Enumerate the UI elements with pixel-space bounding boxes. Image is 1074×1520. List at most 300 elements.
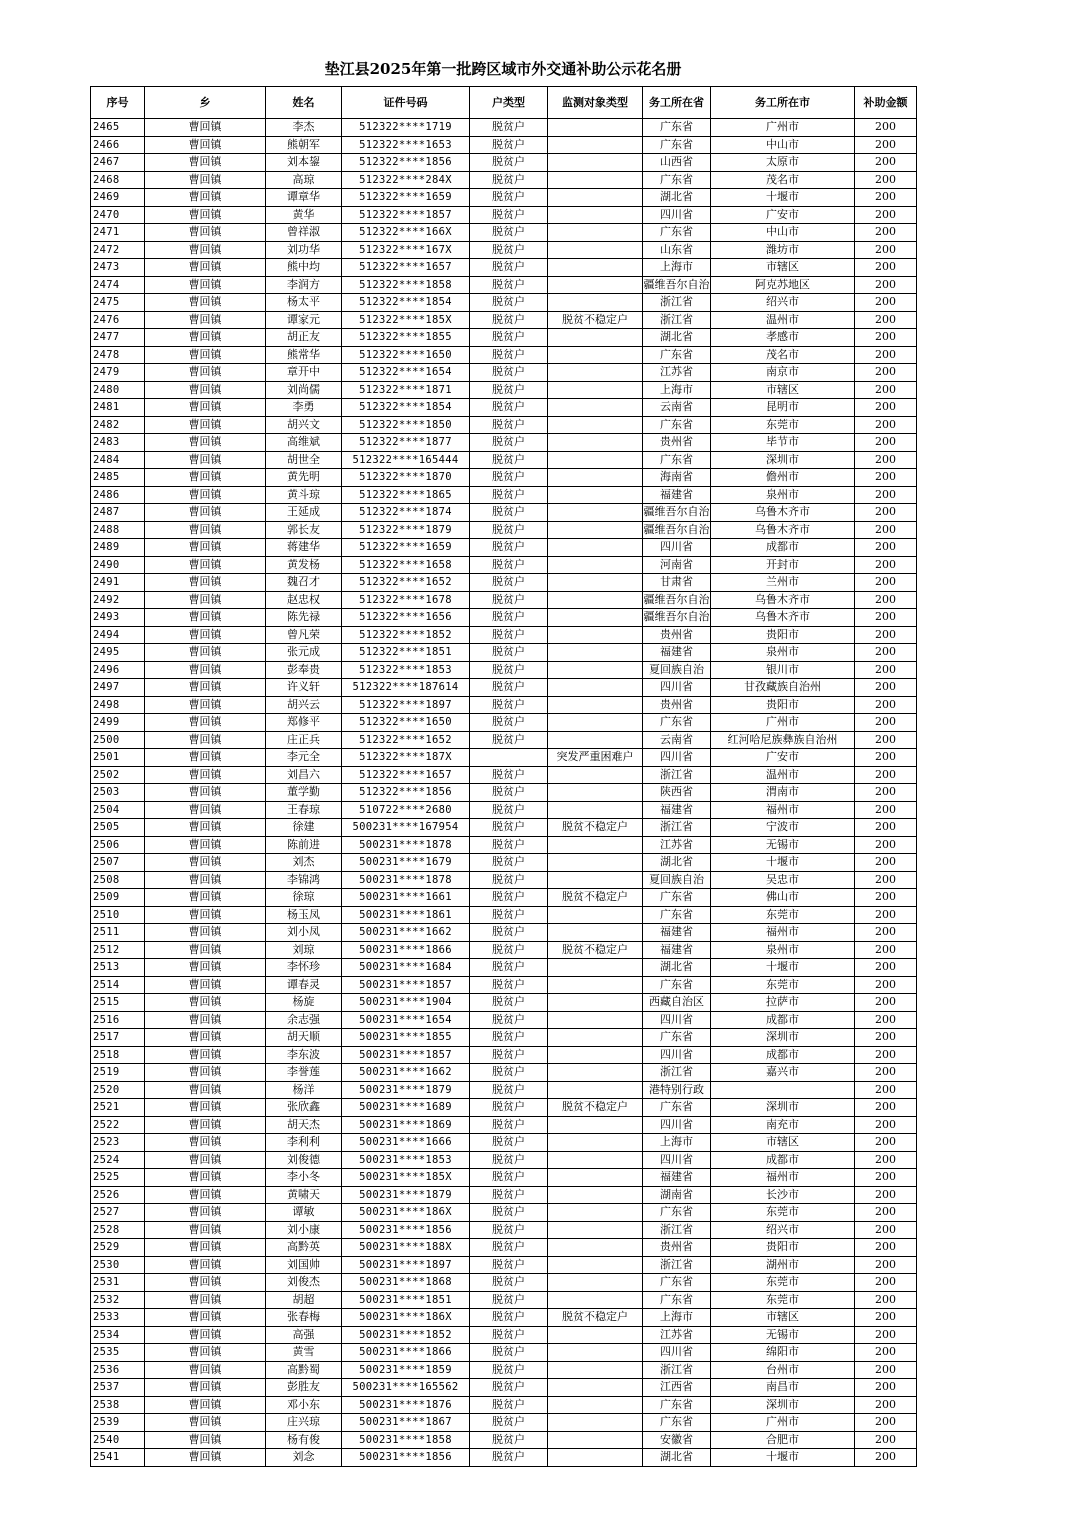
subsidy-roster-table	[90, 86, 917, 1467]
seq-cell: 2502	[91, 766, 145, 784]
township-cell: 曹回镇	[145, 626, 266, 644]
monitor-type-cell	[548, 451, 643, 469]
township-cell: 曹回镇	[145, 889, 266, 907]
seq-cell: 2497	[91, 679, 145, 697]
id-number-cell: 512322****284X	[342, 171, 470, 189]
subsidy-amount-cell: 200	[855, 1081, 917, 1099]
work-province-cell: 湖北省	[643, 329, 711, 347]
id-number-cell: 500231****1661	[342, 889, 470, 907]
id-number-cell: 500231****1684	[342, 959, 470, 977]
id-number-cell: 500231****1852	[342, 1326, 470, 1344]
id-number-cell: 500231****1858	[342, 1431, 470, 1449]
subsidy-amount-cell: 200	[855, 1309, 917, 1327]
household-type-cell: 脱贫户	[470, 1361, 548, 1379]
column-header-work-province: 务工所在省	[643, 87, 711, 119]
table-row	[91, 539, 917, 557]
id-number-cell: 500231****1689	[342, 1099, 470, 1117]
table-row	[91, 206, 917, 224]
monitor-type-cell	[548, 626, 643, 644]
subsidy-amount-cell: 200	[855, 1274, 917, 1292]
column-header-township: 乡	[145, 87, 266, 119]
monitor-type-cell	[548, 346, 643, 364]
work-city-cell: 深圳市	[711, 1396, 855, 1414]
work-province-cell: 疆维吾尔自治	[643, 609, 711, 627]
table-row	[91, 1291, 917, 1309]
work-city-cell: 毕节市	[711, 434, 855, 452]
township-cell: 曹回镇	[145, 766, 266, 784]
township-cell: 曹回镇	[145, 539, 266, 557]
table-row	[91, 889, 917, 907]
township-cell: 曹回镇	[145, 784, 266, 802]
subsidy-amount-cell: 200	[855, 976, 917, 994]
work-province-cell: 山东省	[643, 241, 711, 259]
work-province-cell: 夏回族自治	[643, 871, 711, 889]
household-type-cell: 脱贫户	[470, 591, 548, 609]
township-cell: 曹回镇	[145, 1431, 266, 1449]
subsidy-amount-cell: 200	[855, 364, 917, 382]
seq-cell: 2523	[91, 1134, 145, 1152]
name-cell: 刘俊德	[266, 1151, 342, 1169]
subsidy-amount-cell: 200	[855, 1396, 917, 1414]
name-cell: 黄华	[266, 206, 342, 224]
work-province-cell: 甘肃省	[643, 574, 711, 592]
monitor-type-cell	[548, 539, 643, 557]
work-city-cell: 乌鲁木齐市	[711, 521, 855, 539]
work-city-cell: 湖州市	[711, 1256, 855, 1274]
household-type-cell: 脱贫户	[470, 871, 548, 889]
name-cell: 张元成	[266, 644, 342, 662]
township-cell: 曹回镇	[145, 854, 266, 872]
township-cell: 曹回镇	[145, 661, 266, 679]
monitor-type-cell: 脱贫不稳定户	[548, 941, 643, 959]
subsidy-amount-cell: 200	[855, 854, 917, 872]
work-city-cell: 成都市	[711, 539, 855, 557]
table-row	[91, 434, 917, 452]
id-number-cell: 512322****1658	[342, 556, 470, 574]
work-city-cell: 无锡市	[711, 836, 855, 854]
table-row	[91, 486, 917, 504]
subsidy-amount-cell: 200	[855, 521, 917, 539]
household-type-cell: 脱贫户	[470, 766, 548, 784]
household-type-cell: 脱贫户	[470, 346, 548, 364]
subsidy-amount-cell: 200	[855, 469, 917, 487]
work-city-cell: 吴忠市	[711, 871, 855, 889]
monitor-type-cell	[548, 1256, 643, 1274]
table-row	[91, 451, 917, 469]
id-number-cell: 512322****1851	[342, 644, 470, 662]
township-cell: 曹回镇	[145, 696, 266, 714]
household-type-cell: 脱贫户	[470, 1116, 548, 1134]
id-number-cell: 512322****1854	[342, 399, 470, 417]
household-type-cell: 脱贫户	[470, 801, 548, 819]
household-type-cell	[470, 749, 548, 767]
name-cell: 庄兴琼	[266, 1414, 342, 1432]
household-type-cell: 脱贫户	[470, 1291, 548, 1309]
work-province-cell: 广东省	[643, 976, 711, 994]
township-cell: 曹回镇	[145, 959, 266, 977]
name-cell: 曾凡荣	[266, 626, 342, 644]
household-type-cell: 脱贫户	[470, 924, 548, 942]
subsidy-amount-cell: 200	[855, 714, 917, 732]
household-type-cell: 脱贫户	[470, 1029, 548, 1047]
name-cell: 胡正友	[266, 329, 342, 347]
work-city-cell: 渭南市	[711, 784, 855, 802]
name-cell: 杨旋	[266, 994, 342, 1012]
monitor-type-cell	[548, 329, 643, 347]
id-number-cell: 512322****1853	[342, 661, 470, 679]
work-province-cell: 广东省	[643, 1274, 711, 1292]
work-province-cell: 浙江省	[643, 1361, 711, 1379]
id-number-cell: 500231****1866	[342, 1344, 470, 1362]
table-row	[91, 679, 917, 697]
subsidy-amount-cell: 200	[855, 1344, 917, 1362]
work-province-cell: 西藏自治区	[643, 994, 711, 1012]
township-cell: 曹回镇	[145, 1011, 266, 1029]
work-province-cell: 广东省	[643, 714, 711, 732]
household-type-cell: 脱贫户	[470, 1239, 548, 1257]
table-row	[91, 416, 917, 434]
household-type-cell: 脱贫户	[470, 154, 548, 172]
monitor-type-cell	[548, 1169, 643, 1187]
name-cell: 余志强	[266, 1011, 342, 1029]
id-number-cell: 512322****1856	[342, 784, 470, 802]
township-cell: 曹回镇	[145, 1204, 266, 1222]
table-row	[91, 1134, 917, 1152]
township-cell: 曹回镇	[145, 906, 266, 924]
township-cell: 曹回镇	[145, 1064, 266, 1082]
name-cell: 谭春灵	[266, 976, 342, 994]
township-cell: 曹回镇	[145, 521, 266, 539]
township-cell: 曹回镇	[145, 241, 266, 259]
household-type-cell: 脱贫户	[470, 294, 548, 312]
seq-cell: 2536	[91, 1361, 145, 1379]
work-province-cell: 福建省	[643, 924, 711, 942]
table-row	[91, 1239, 917, 1257]
subsidy-amount-cell: 200	[855, 731, 917, 749]
seq-cell: 2516	[91, 1011, 145, 1029]
seq-cell: 2470	[91, 206, 145, 224]
id-number-cell: 512322****1659	[342, 539, 470, 557]
seq-cell: 2468	[91, 171, 145, 189]
township-cell: 曹回镇	[145, 364, 266, 382]
id-number-cell: 512322****187614	[342, 679, 470, 697]
work-province-cell: 浙江省	[643, 1256, 711, 1274]
id-number-cell: 510722****2680	[342, 801, 470, 819]
work-city-cell: 东莞市	[711, 1291, 855, 1309]
household-type-cell: 脱贫户	[470, 469, 548, 487]
name-cell: 谭家元	[266, 311, 342, 329]
name-cell: 刘杰	[266, 854, 342, 872]
id-number-cell: 512322****1874	[342, 504, 470, 522]
monitor-type-cell	[548, 119, 643, 137]
monitor-type-cell	[548, 906, 643, 924]
monitor-type-cell	[548, 1344, 643, 1362]
township-cell: 曹回镇	[145, 119, 266, 137]
township-cell: 曹回镇	[145, 924, 266, 942]
table-row	[91, 574, 917, 592]
monitor-type-cell	[548, 521, 643, 539]
table-row	[91, 959, 917, 977]
work-city-cell: 市辖区	[711, 1134, 855, 1152]
seq-cell: 2479	[91, 364, 145, 382]
id-number-cell: 500231****1904	[342, 994, 470, 1012]
monitor-type-cell	[548, 276, 643, 294]
monitor-type-cell	[548, 434, 643, 452]
work-city-cell: 昆明市	[711, 399, 855, 417]
table-row	[91, 241, 917, 259]
name-cell: 庄正兵	[266, 731, 342, 749]
household-type-cell: 脱贫户	[470, 661, 548, 679]
work-city-cell: 泉州市	[711, 644, 855, 662]
work-city-cell	[711, 1081, 855, 1099]
subsidy-amount-cell: 200	[855, 1099, 917, 1117]
household-type-cell: 脱贫户	[470, 1396, 548, 1414]
household-type-cell: 脱贫户	[470, 381, 548, 399]
id-number-cell: 500231****1856	[342, 1221, 470, 1239]
name-cell: 曾祥淑	[266, 224, 342, 242]
work-province-cell: 江苏省	[643, 1326, 711, 1344]
seq-cell: 2496	[91, 661, 145, 679]
subsidy-amount-cell: 200	[855, 574, 917, 592]
work-city-cell: 红河哈尼族彝族自治州	[711, 731, 855, 749]
id-number-cell: 500231****186X	[342, 1204, 470, 1222]
work-province-cell: 上海市	[643, 259, 711, 277]
work-province-cell: 四川省	[643, 1344, 711, 1362]
township-cell: 曹回镇	[145, 1221, 266, 1239]
household-type-cell: 脱贫户	[470, 1344, 548, 1362]
subsidy-amount-cell: 200	[855, 889, 917, 907]
household-type-cell: 脱贫户	[470, 574, 548, 592]
seq-cell: 2490	[91, 556, 145, 574]
seq-cell: 2519	[91, 1064, 145, 1082]
table-row	[91, 1169, 917, 1187]
work-city-cell: 十堰市	[711, 959, 855, 977]
subsidy-amount-cell: 200	[855, 154, 917, 172]
name-cell: 胡超	[266, 1291, 342, 1309]
monitor-type-cell	[548, 871, 643, 889]
subsidy-amount-cell: 200	[855, 329, 917, 347]
subsidy-amount-cell: 200	[855, 1221, 917, 1239]
name-cell: 高黔蜀	[266, 1361, 342, 1379]
subsidy-amount-cell: 200	[855, 556, 917, 574]
work-province-cell: 四川省	[643, 1046, 711, 1064]
household-type-cell: 脱贫户	[470, 959, 548, 977]
id-number-cell: 500231****1679	[342, 854, 470, 872]
id-number-cell: 512322****1854	[342, 294, 470, 312]
name-cell: 郭长友	[266, 521, 342, 539]
work-city-cell: 广州市	[711, 119, 855, 137]
seq-cell: 2526	[91, 1186, 145, 1204]
name-cell: 许义轩	[266, 679, 342, 697]
seq-cell: 2485	[91, 469, 145, 487]
seq-cell: 2472	[91, 241, 145, 259]
column-header-monitor-type: 监测对象类型	[548, 87, 643, 119]
seq-cell: 2512	[91, 941, 145, 959]
seq-cell: 2506	[91, 836, 145, 854]
township-cell: 曹回镇	[145, 1274, 266, 1292]
name-cell: 黄雪	[266, 1344, 342, 1362]
monitor-type-cell	[548, 1396, 643, 1414]
id-number-cell: 500231****1851	[342, 1291, 470, 1309]
work-province-cell: 广东省	[643, 1396, 711, 1414]
table-row	[91, 1011, 917, 1029]
work-province-cell: 湖北省	[643, 854, 711, 872]
monitor-type-cell	[548, 1379, 643, 1397]
name-cell: 陈前进	[266, 836, 342, 854]
work-province-cell: 四川省	[643, 1011, 711, 1029]
subsidy-amount-cell: 200	[855, 434, 917, 452]
table-row	[91, 1081, 917, 1099]
seq-cell: 2534	[91, 1326, 145, 1344]
seq-cell: 2538	[91, 1396, 145, 1414]
work-province-cell: 贵州省	[643, 434, 711, 452]
id-number-cell: 512322****167X	[342, 241, 470, 259]
household-type-cell: 脱贫户	[470, 994, 548, 1012]
table-row	[91, 556, 917, 574]
table-row	[91, 189, 917, 207]
subsidy-amount-cell: 200	[855, 1011, 917, 1029]
township-cell: 曹回镇	[145, 416, 266, 434]
table-row	[91, 1379, 917, 1397]
township-cell: 曹回镇	[145, 206, 266, 224]
name-cell: 彭奉贵	[266, 661, 342, 679]
table-body	[91, 119, 917, 1467]
work-province-cell: 浙江省	[643, 1064, 711, 1082]
township-cell: 曹回镇	[145, 311, 266, 329]
table-row	[91, 346, 917, 364]
township-cell: 曹回镇	[145, 346, 266, 364]
work-city-cell: 阿克苏地区	[711, 276, 855, 294]
table-row	[91, 784, 917, 802]
work-province-cell: 浙江省	[643, 311, 711, 329]
household-type-cell: 脱贫户	[470, 1326, 548, 1344]
work-province-cell: 福建省	[643, 1169, 711, 1187]
work-city-cell: 宁波市	[711, 819, 855, 837]
name-cell: 高黔英	[266, 1239, 342, 1257]
monitor-type-cell	[548, 1361, 643, 1379]
work-city-cell: 福州市	[711, 801, 855, 819]
household-type-cell: 脱贫户	[470, 276, 548, 294]
table-row	[91, 224, 917, 242]
work-city-cell: 南京市	[711, 364, 855, 382]
township-cell: 曹回镇	[145, 1326, 266, 1344]
subsidy-amount-cell: 200	[855, 1169, 917, 1187]
table-row	[91, 1204, 917, 1222]
id-number-cell: 500231****1856	[342, 1449, 470, 1467]
seq-cell: 2477	[91, 329, 145, 347]
monitor-type-cell: 脱贫不稳定户	[548, 889, 643, 907]
name-cell: 蒋建华	[266, 539, 342, 557]
township-cell: 曹回镇	[145, 1046, 266, 1064]
seq-cell: 2466	[91, 136, 145, 154]
name-cell: 杨玉凤	[266, 906, 342, 924]
monitor-type-cell	[548, 766, 643, 784]
id-number-cell: 512322****1855	[342, 329, 470, 347]
monitor-type-cell	[548, 994, 643, 1012]
household-type-cell: 脱贫户	[470, 1186, 548, 1204]
monitor-type-cell: 突发严重困难户	[548, 749, 643, 767]
name-cell: 刘小康	[266, 1221, 342, 1239]
seq-cell: 2509	[91, 889, 145, 907]
work-province-cell: 浙江省	[643, 1221, 711, 1239]
work-province-cell: 四川省	[643, 679, 711, 697]
household-type-cell: 脱贫户	[470, 819, 548, 837]
subsidy-amount-cell: 200	[855, 959, 917, 977]
work-province-cell: 福建省	[643, 644, 711, 662]
name-cell: 熊中均	[266, 259, 342, 277]
work-city-cell: 成都市	[711, 1151, 855, 1169]
table-row	[91, 1099, 917, 1117]
column-header-household-type: 户类型	[470, 87, 548, 119]
table-row	[91, 154, 917, 172]
township-cell: 曹回镇	[145, 171, 266, 189]
work-city-cell: 绵阳市	[711, 1344, 855, 1362]
name-cell: 杨有俊	[266, 1431, 342, 1449]
table-row	[91, 854, 917, 872]
table-row	[91, 276, 917, 294]
monitor-type-cell	[548, 1116, 643, 1134]
work-city-cell: 南充市	[711, 1116, 855, 1134]
monitor-type-cell	[548, 294, 643, 312]
work-province-cell: 云南省	[643, 399, 711, 417]
township-cell: 曹回镇	[145, 1169, 266, 1187]
township-cell: 曹回镇	[145, 1081, 266, 1099]
name-cell: 刘琼	[266, 941, 342, 959]
id-number-cell: 500231****1853	[342, 1151, 470, 1169]
work-city-cell: 市辖区	[711, 259, 855, 277]
subsidy-amount-cell: 200	[855, 1239, 917, 1257]
name-cell: 刘昌六	[266, 766, 342, 784]
work-province-cell: 贵州省	[643, 696, 711, 714]
household-type-cell: 脱贫户	[470, 224, 548, 242]
monitor-type-cell	[548, 574, 643, 592]
seq-cell: 2532	[91, 1291, 145, 1309]
seq-cell: 2521	[91, 1099, 145, 1117]
work-province-cell: 四川省	[643, 1116, 711, 1134]
township-cell: 曹回镇	[145, 976, 266, 994]
id-number-cell: 500231****1866	[342, 941, 470, 959]
work-city-cell: 广州市	[711, 1414, 855, 1432]
id-number-cell: 500231****1666	[342, 1134, 470, 1152]
id-number-cell: 512322****185X	[342, 311, 470, 329]
household-type-cell: 脱贫户	[470, 206, 548, 224]
seq-cell: 2503	[91, 784, 145, 802]
work-city-cell: 成都市	[711, 1046, 855, 1064]
id-number-cell: 500231****1869	[342, 1116, 470, 1134]
township-cell: 曹回镇	[145, 486, 266, 504]
seq-cell: 2508	[91, 871, 145, 889]
township-cell: 曹回镇	[145, 1414, 266, 1432]
seq-cell: 2529	[91, 1239, 145, 1257]
household-type-cell: 脱贫户	[470, 1046, 548, 1064]
work-city-cell: 深圳市	[711, 451, 855, 469]
township-cell: 曹回镇	[145, 276, 266, 294]
household-type-cell: 脱贫户	[470, 836, 548, 854]
name-cell: 李杰	[266, 119, 342, 137]
id-number-cell: 500231****188X	[342, 1239, 470, 1257]
household-type-cell: 脱贫户	[470, 854, 548, 872]
seq-cell: 2467	[91, 154, 145, 172]
name-cell: 胡世全	[266, 451, 342, 469]
monitor-type-cell	[548, 1326, 643, 1344]
township-cell: 曹回镇	[145, 259, 266, 277]
id-number-cell: 500231****1857	[342, 976, 470, 994]
id-number-cell: 512322****166X	[342, 224, 470, 242]
monitor-type-cell	[548, 259, 643, 277]
column-header-id-number: 证件号码	[342, 87, 470, 119]
work-city-cell: 东莞市	[711, 906, 855, 924]
work-province-cell: 四川省	[643, 1151, 711, 1169]
